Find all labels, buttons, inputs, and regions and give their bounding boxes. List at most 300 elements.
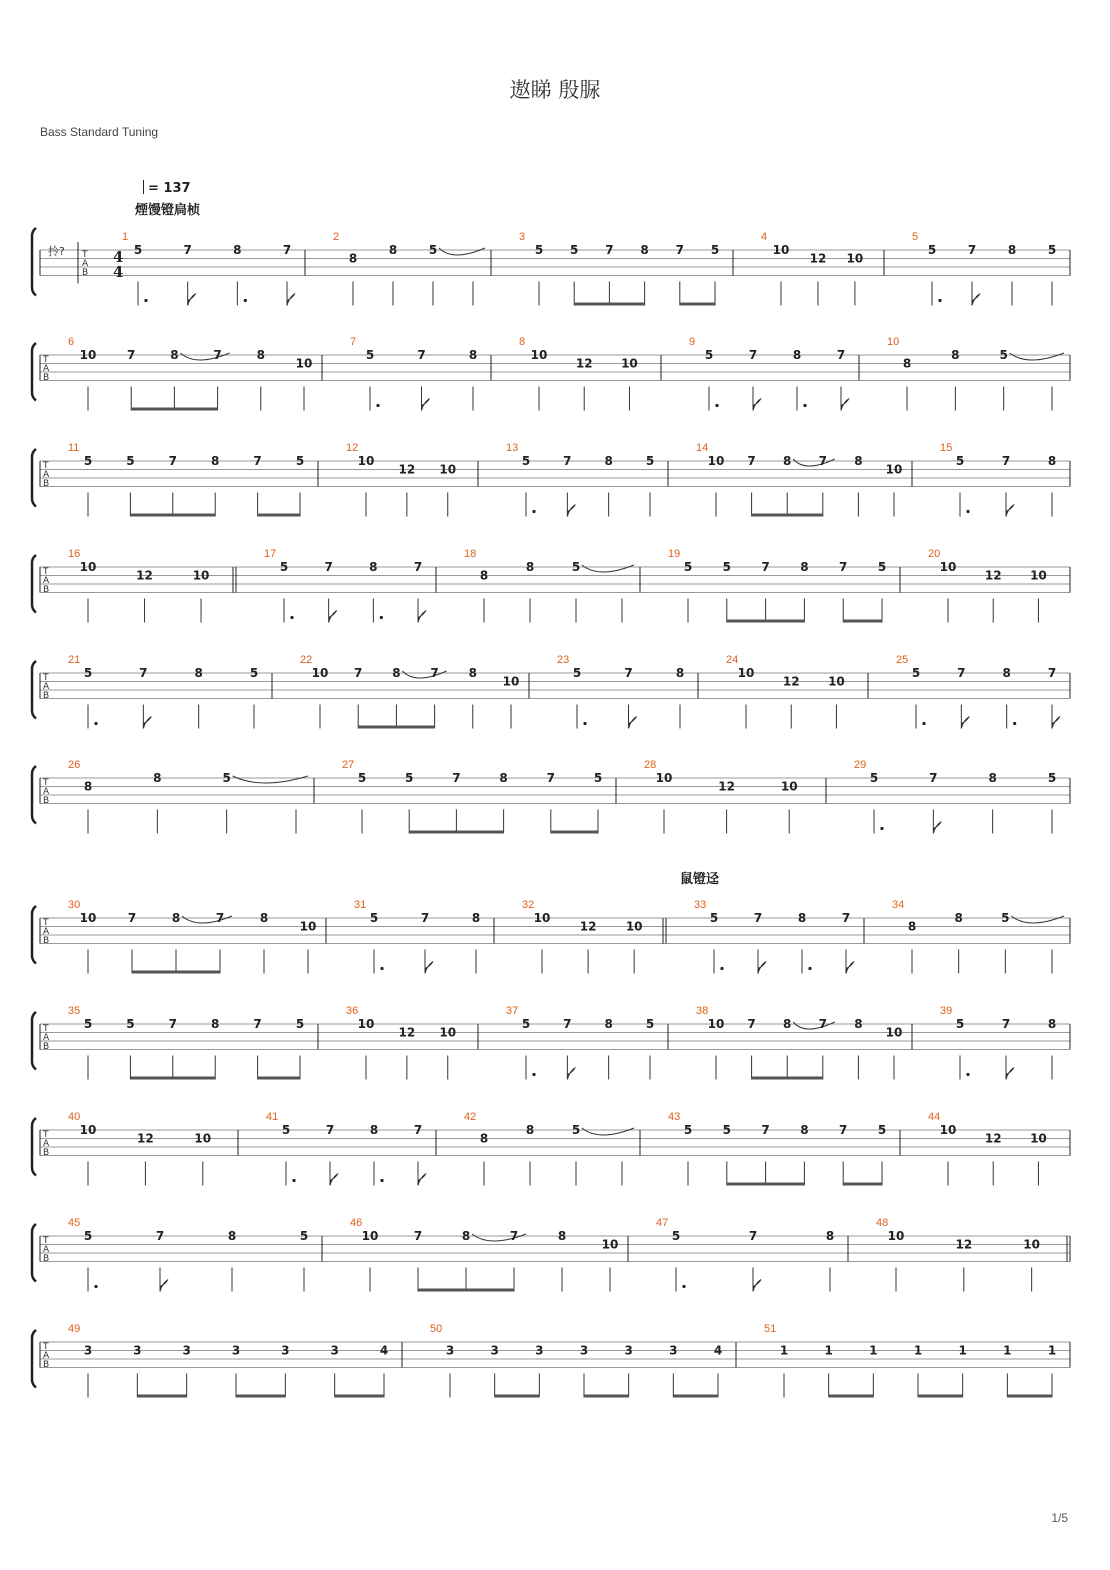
- fret-number: 8: [392, 666, 401, 680]
- measure-number: 48: [876, 1217, 889, 1229]
- tie-arc: [233, 776, 308, 783]
- measure-number: 23: [557, 654, 570, 666]
- beam: [727, 620, 766, 623]
- dot: [880, 827, 883, 830]
- fret-number: 5: [869, 771, 879, 785]
- beam: [173, 1077, 215, 1080]
- fret-number: 3: [330, 1343, 339, 1358]
- measure-number: 36: [346, 1005, 359, 1017]
- measure-number: 29: [854, 759, 867, 771]
- fret-number: 7: [839, 560, 848, 574]
- fret-number: 10: [357, 454, 375, 468]
- fret-number: 5: [877, 1123, 887, 1137]
- system-bracket: [32, 228, 36, 296]
- dot: [376, 404, 379, 407]
- fret-number: 10: [361, 1229, 379, 1243]
- fret-number: 7: [354, 666, 363, 680]
- tab-clef-letter: T: [43, 567, 49, 577]
- beam: [173, 514, 215, 517]
- tie-arc: [180, 353, 229, 360]
- fret-number: 8: [797, 911, 807, 925]
- fret-number: 8: [525, 1123, 535, 1137]
- fret-number: 7: [413, 560, 423, 574]
- measure-number: 14: [696, 442, 709, 454]
- fret-number: 10: [79, 348, 97, 362]
- eighth-flag: [143, 717, 151, 729]
- fret-number: 8: [792, 348, 802, 362]
- fret-number: 5: [999, 348, 1008, 362]
- fret-number: 8: [471, 911, 481, 925]
- eighth-flag: [422, 399, 430, 411]
- eighth-flag: [933, 822, 941, 834]
- fret-number: 8: [907, 919, 917, 934]
- fret-number: 10: [707, 1017, 725, 1031]
- fret-number: 7: [127, 911, 137, 925]
- fret-number: 10: [1023, 1237, 1041, 1252]
- fret-number: 7: [748, 348, 758, 362]
- tab-clef-letter: T: [43, 1342, 49, 1352]
- fret-number: 7: [139, 666, 148, 680]
- fret-number: 7: [841, 911, 851, 925]
- fret-number: 7: [452, 771, 461, 785]
- fret-number: 1: [913, 1343, 923, 1358]
- measure-number: 16: [68, 548, 81, 560]
- system-bracket: [32, 1012, 36, 1070]
- fret-number: 5: [571, 560, 581, 574]
- fret-number: 8: [1002, 666, 1011, 680]
- tab-clef-letter: A: [43, 364, 50, 374]
- fret-number: 5: [126, 454, 135, 468]
- fret-number: 12: [575, 356, 593, 371]
- eighth-flag: [418, 611, 426, 623]
- tab-clef-letter: B: [43, 796, 50, 806]
- beam: [609, 303, 644, 306]
- fret-number: 8: [468, 348, 478, 362]
- fret-number: 10: [601, 1237, 619, 1252]
- fret-number: 7: [253, 1017, 262, 1031]
- eighth-flag: [1052, 717, 1060, 729]
- measure-number: 39: [940, 1005, 953, 1017]
- beam: [766, 620, 805, 623]
- system-bracket: [32, 766, 36, 824]
- page-number: 1/5: [1051, 1511, 1068, 1525]
- tab-clef-letter: B: [43, 1148, 50, 1158]
- fret-number: 8: [461, 1229, 471, 1243]
- fret-number: 5: [249, 666, 259, 680]
- fret-number: 8: [171, 911, 181, 925]
- tab-clef-letter: B: [43, 1042, 50, 1052]
- measure-number: 13: [506, 442, 519, 454]
- fret-number: 10: [939, 560, 957, 574]
- fret-number: 5: [428, 243, 438, 257]
- fret-number: 5: [222, 771, 231, 785]
- fret-number: 8: [83, 779, 93, 794]
- fret-number: 10: [707, 454, 725, 468]
- fret-number: 10: [885, 462, 903, 477]
- fret-number: 5: [521, 454, 531, 468]
- fret-number: 7: [967, 243, 977, 257]
- fret-number: 7: [839, 1123, 848, 1137]
- fret-number: 8: [854, 1017, 863, 1031]
- system-bracket: [32, 1118, 36, 1176]
- fret-number: 5: [279, 560, 289, 574]
- measure-number: 42: [464, 1111, 477, 1123]
- fret-number: 7: [563, 1017, 572, 1031]
- dot: [583, 722, 586, 725]
- fret-number: 5: [83, 454, 93, 468]
- fret-number: 10: [311, 666, 329, 680]
- beam: [584, 1395, 629, 1398]
- beam: [574, 303, 609, 306]
- fret-number: 5: [1047, 771, 1057, 785]
- beam: [918, 1395, 963, 1398]
- fret-number: 12: [398, 1025, 416, 1040]
- dot: [715, 404, 718, 407]
- fret-number: 5: [126, 1017, 135, 1031]
- tie-arc: [1010, 353, 1064, 360]
- beam: [829, 1395, 874, 1398]
- eighth-flag: [330, 1174, 338, 1186]
- fret-number: 8: [954, 911, 963, 925]
- measure-number: 1: [122, 231, 129, 243]
- tab-clef-letter: T: [43, 778, 49, 788]
- beam: [132, 971, 220, 974]
- system-bracket: [32, 906, 36, 964]
- dot: [244, 299, 247, 302]
- measure-number: 21: [68, 654, 81, 666]
- beam: [418, 1289, 514, 1292]
- fret-number: 5: [534, 243, 544, 257]
- fret-number: 8: [194, 666, 203, 680]
- measure-number: 25: [896, 654, 909, 666]
- tie-arc: [793, 1022, 835, 1029]
- tie-arc: [402, 671, 446, 678]
- tab-clef-letter: T: [43, 918, 49, 928]
- fret-number: 7: [1001, 454, 1011, 468]
- eighth-flag: [961, 717, 969, 729]
- fret-number: 10: [192, 568, 210, 583]
- eighth-flag: [418, 1174, 426, 1186]
- fret-number: 8: [233, 243, 242, 257]
- fret-number: 5: [299, 1229, 309, 1243]
- fret-number: 7: [675, 243, 684, 257]
- dot: [290, 616, 293, 619]
- measure-number: 3: [519, 231, 526, 243]
- beam: [130, 1077, 172, 1080]
- dot: [292, 1179, 295, 1182]
- fret-number: 5: [683, 560, 693, 574]
- fret-number: 7: [213, 348, 222, 362]
- fret-number: 5: [572, 666, 582, 680]
- eighth-flag: [841, 399, 849, 411]
- tab-clef-letter: T: [43, 1024, 49, 1034]
- fret-number: 7: [155, 1229, 165, 1243]
- fret-number: 8: [557, 1229, 567, 1243]
- beam: [843, 1183, 882, 1186]
- fret-number: 8: [369, 560, 378, 574]
- fret-number: 3: [281, 1343, 290, 1358]
- eighth-flag: [1006, 1068, 1014, 1080]
- fret-number: 7: [420, 911, 430, 925]
- fret-number: 8: [988, 771, 997, 785]
- dot: [144, 299, 147, 302]
- fret-number: 7: [168, 1017, 177, 1031]
- measure-number: 46: [350, 1217, 363, 1229]
- fret-number: 7: [929, 771, 938, 785]
- fret-number: 8: [951, 348, 960, 362]
- dot: [808, 967, 811, 970]
- fret-number: 7: [168, 454, 177, 468]
- dot: [532, 1073, 535, 1076]
- tab-clef-letter: B: [43, 585, 50, 595]
- system-bracket: [32, 1224, 36, 1282]
- measure-number: 22: [300, 654, 313, 666]
- measure-number: 27: [342, 759, 355, 771]
- fret-number: 7: [624, 666, 633, 680]
- fret-number: 12: [579, 919, 597, 934]
- fret-number: 10: [1030, 1131, 1047, 1146]
- fret-number: 5: [83, 1017, 93, 1031]
- measure-number: 24: [726, 654, 739, 666]
- beam: [843, 620, 882, 623]
- tab-clef-letter: A: [43, 576, 50, 586]
- dot: [94, 1285, 97, 1288]
- fret-number: 8: [604, 1017, 613, 1031]
- measure-number: 49: [68, 1323, 81, 1335]
- dot: [966, 1073, 969, 1076]
- beam: [258, 1077, 300, 1080]
- dot: [380, 967, 383, 970]
- fret-number: 7: [215, 911, 225, 925]
- eighth-flag: [629, 717, 637, 729]
- fret-number: 3: [669, 1343, 678, 1358]
- fret-number: 8: [153, 771, 162, 785]
- fret-number: 5: [683, 1123, 693, 1137]
- measure-number: 35: [68, 1005, 81, 1017]
- fret-number: 12: [782, 674, 800, 689]
- dot: [720, 967, 723, 970]
- eighth-flag: [425, 962, 433, 974]
- measure-number: 18: [464, 548, 477, 560]
- measure-number: 43: [668, 1111, 681, 1123]
- fret-number: 10: [439, 1025, 457, 1040]
- fret-number: 8: [479, 568, 489, 583]
- tab-clef-letter: T: [82, 250, 88, 260]
- eighth-flag: [972, 294, 980, 306]
- fret-number: 10: [79, 1123, 97, 1137]
- fret-number: 10: [621, 356, 638, 371]
- fret-number: 10: [655, 771, 673, 785]
- fret-number: 7: [747, 1017, 756, 1031]
- fret-number: 7: [818, 1017, 827, 1031]
- fret-number: 7: [417, 348, 426, 362]
- fret-number: 5: [521, 1017, 531, 1031]
- fret-number: 7: [1047, 666, 1057, 680]
- beam: [766, 1183, 805, 1186]
- fret-number: 1: [779, 1343, 789, 1358]
- fret-number: 7: [324, 560, 333, 574]
- beam: [752, 514, 823, 517]
- tab-clef-letter: A: [43, 470, 50, 480]
- fret-number: 10: [533, 911, 551, 925]
- fret-number: 7: [1001, 1017, 1011, 1031]
- eighth-flag: [567, 1068, 575, 1080]
- fret-number: 8: [1047, 1017, 1057, 1031]
- measure-number: 41: [266, 1111, 279, 1123]
- fret-number: 8: [256, 348, 265, 362]
- fret-number: 12: [984, 1131, 1002, 1146]
- fret-number: 8: [259, 911, 269, 925]
- fret-number: 5: [295, 454, 305, 468]
- measure-number: 47: [656, 1217, 669, 1229]
- fret-number: 10: [530, 348, 548, 362]
- fret-number: 8: [499, 771, 508, 785]
- beam: [130, 514, 172, 517]
- fret-number: 7: [605, 243, 614, 257]
- fret-number: 8: [227, 1229, 237, 1243]
- measure-number: 38: [696, 1005, 709, 1017]
- system-bracket: [32, 555, 36, 613]
- fret-number: 10: [846, 251, 864, 266]
- fret-number: 7: [430, 666, 439, 680]
- dot: [922, 722, 925, 725]
- dot: [682, 1285, 685, 1288]
- tab-clef-letter: B: [43, 373, 50, 383]
- fret-number: 7: [957, 666, 966, 680]
- system-bracket: [32, 1330, 36, 1388]
- fret-number: 3: [535, 1343, 544, 1358]
- tie-arc: [793, 459, 835, 466]
- beam: [680, 303, 715, 306]
- dot: [803, 404, 806, 407]
- fret-number: 7: [413, 1123, 423, 1137]
- fret-number: 8: [640, 243, 649, 257]
- fret-number: 5: [83, 666, 93, 680]
- tab-clef-letter: A: [43, 682, 50, 692]
- fret-number: 5: [593, 771, 603, 785]
- time-signature-top: 4: [113, 248, 124, 266]
- fret-number: 5: [722, 1123, 731, 1137]
- fret-number: 3: [445, 1343, 455, 1358]
- measure-number: 32: [522, 899, 535, 911]
- fret-number: 5: [709, 911, 719, 925]
- tempo-value: = 137: [148, 181, 191, 196]
- beam: [673, 1395, 718, 1398]
- tab-clef-letter: T: [43, 355, 49, 365]
- section-label-intro: 煙馒镫扃桢: [135, 203, 201, 218]
- measure-number: 20: [928, 548, 941, 560]
- measure-number: 19: [668, 548, 681, 560]
- fret-number: 7: [818, 454, 827, 468]
- fret-number: 8: [902, 356, 912, 371]
- tab-clef-letter: B: [82, 268, 89, 278]
- measure-number: 6: [68, 336, 75, 348]
- fret-number: 3: [182, 1343, 191, 1358]
- track-name-label: 拎?: [48, 245, 65, 258]
- fret-number: 7: [127, 348, 136, 362]
- measure-number: 37: [506, 1005, 519, 1017]
- tuning-label: Bass Standard Tuning: [40, 125, 159, 139]
- measure-number: 40: [68, 1111, 81, 1123]
- fret-number: 7: [747, 454, 756, 468]
- fret-number: 1: [824, 1343, 833, 1358]
- fret-number: 10: [625, 919, 643, 934]
- measure-number: 9: [689, 336, 696, 348]
- fret-number: 3: [490, 1343, 499, 1358]
- tab-clef-letter: T: [43, 1236, 49, 1246]
- measure-number: 26: [68, 759, 81, 771]
- eighth-flag: [329, 611, 337, 623]
- tie-arc: [582, 565, 634, 572]
- fret-number: 7: [183, 243, 192, 257]
- fret-number: 1: [1047, 1343, 1057, 1358]
- fret-number: 8: [211, 454, 220, 468]
- fret-number: 5: [369, 911, 379, 925]
- tie-arc: [182, 916, 232, 923]
- fret-number: 4: [379, 1343, 389, 1358]
- score-title: 遨睇 殷脲: [509, 78, 601, 102]
- beam: [335, 1395, 384, 1398]
- fret-number: 12: [137, 1131, 154, 1146]
- tab-clef-letter: A: [43, 1139, 50, 1149]
- measure-number: 10: [887, 336, 900, 348]
- tab-clef-letter: A: [43, 1351, 50, 1361]
- fret-number: 12: [718, 779, 735, 794]
- fret-number: 1: [869, 1343, 878, 1358]
- time-signature-bottom: 4: [113, 263, 124, 281]
- eighth-flag: [758, 962, 766, 974]
- fret-number: 8: [525, 560, 535, 574]
- fret-number: 5: [704, 348, 714, 362]
- tie-arc: [1011, 916, 1064, 923]
- fret-number: 12: [136, 568, 153, 583]
- fret-number: 12: [398, 462, 416, 477]
- fret-number: 3: [231, 1343, 241, 1358]
- fret-number: 10: [939, 1123, 957, 1137]
- beam: [137, 1395, 186, 1398]
- fret-number: 7: [563, 454, 572, 468]
- beam: [752, 1077, 823, 1080]
- fret-number: 5: [1047, 243, 1057, 257]
- tab-clef-letter: B: [43, 1360, 50, 1370]
- fret-number: 5: [645, 1017, 655, 1031]
- fret-number: 7: [325, 1123, 335, 1137]
- dot: [1013, 722, 1016, 725]
- measure-number: 31: [354, 899, 367, 911]
- fret-number: 5: [710, 243, 720, 257]
- measure-number: 4: [761, 231, 768, 243]
- fret-number: 8: [211, 1017, 220, 1031]
- fret-number: 3: [624, 1343, 633, 1358]
- measure-number: 30: [68, 899, 81, 911]
- fret-number: 8: [1047, 454, 1057, 468]
- fret-number: 5: [570, 243, 579, 257]
- fret-number: 3: [83, 1343, 93, 1358]
- fret-number: 7: [753, 911, 763, 925]
- measure-number: 11: [68, 442, 80, 454]
- measure-number: 12: [346, 442, 359, 454]
- fret-number: 7: [748, 1229, 758, 1243]
- fret-number: 7: [413, 1229, 423, 1243]
- tab-clef-letter: B: [43, 936, 50, 946]
- tab-clef-letter: B: [43, 691, 50, 701]
- fret-number: 8: [675, 666, 685, 680]
- fret-number: 5: [722, 560, 731, 574]
- fret-number: 1: [958, 1343, 967, 1358]
- beam: [358, 726, 434, 729]
- dot: [938, 299, 941, 302]
- fret-number: 5: [645, 454, 655, 468]
